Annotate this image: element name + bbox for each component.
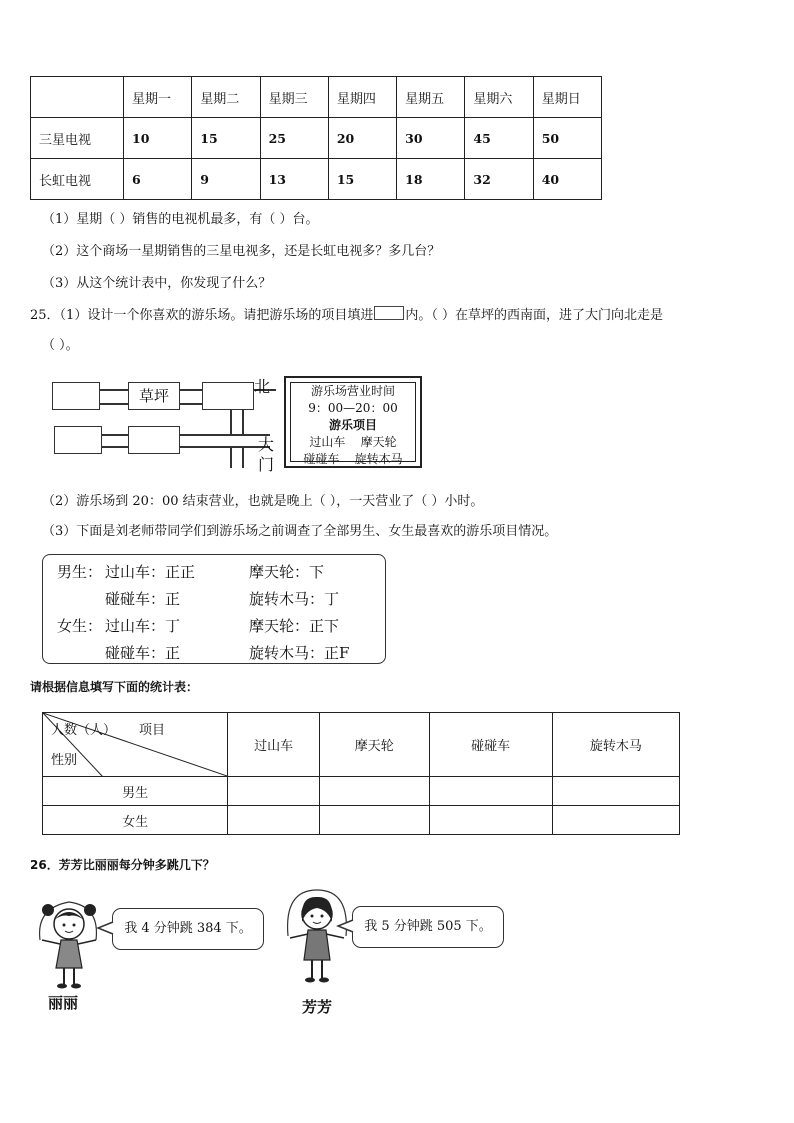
table-row — [31, 159, 602, 200]
tv-sales-table — [30, 76, 602, 200]
path-line — [242, 408, 244, 434]
table-cell: 18 — [397, 159, 465, 200]
q25-line1 — [30, 304, 663, 323]
answer-cell[interactable] — [429, 777, 552, 806]
lawn-box — [128, 382, 180, 410]
q25-line1-a: 25．（1）设计一个你喜欢的游乐场。请把游乐场的项目填进 — [30, 308, 374, 323]
q25-line1-b: 内。（ ）在草坪的西南面，进了大门向北走是 — [405, 308, 663, 323]
bubble-tail-icon — [96, 920, 114, 936]
park-notice-board — [284, 376, 422, 468]
table-header: 星期五 — [397, 77, 465, 118]
answer-cell[interactable] — [552, 777, 679, 806]
tally-entry: 摩天轮：正下 — [249, 617, 340, 635]
table-cell: 50 — [533, 118, 601, 159]
table-row — [31, 118, 602, 159]
table-cell: 40 — [533, 159, 601, 200]
path-line — [100, 403, 128, 405]
lawn-label: 草坪 — [138, 387, 169, 405]
girl-lili-icon — [34, 896, 104, 992]
tally-entry: 过山车：丁 — [105, 617, 181, 635]
q24-sub2: （2）这个商场一星期销售的三星电视多，还是长虹电视多？多几台？ — [42, 244, 441, 259]
empty-attraction-box — [128, 426, 180, 454]
path-line — [180, 389, 202, 391]
table-header: 星期二 — [192, 77, 260, 118]
table-header: 星期日 — [533, 77, 601, 118]
notice-row: 碰碰车 旋转木马 — [303, 452, 403, 466]
corner-bottom-label: 性别 — [51, 753, 78, 768]
tally-entry: 旋转木马：丁 — [249, 590, 340, 608]
q25-line2: （ ）。 — [42, 338, 79, 353]
q25-sub3: （3）下面是刘老师带同学们到游乐场之前调查了全部男生、女生最喜欢的游乐项目情况。 — [42, 524, 558, 539]
table-header: 星期一 — [124, 77, 192, 118]
answer-cell[interactable] — [552, 806, 679, 835]
q24-sub3: （3）从这个统计表中，你发现了什么？ — [42, 276, 272, 291]
path-line — [230, 446, 232, 468]
answer-cell[interactable] — [320, 806, 429, 835]
park-map — [52, 376, 282, 472]
q25-sub2: （2）游乐场到 20：00 结束营业，也就是晚上（ ），一天营业了（ ）小时。 — [42, 494, 484, 509]
empty-attraction-box — [52, 382, 100, 410]
answer-cell[interactable] — [228, 806, 320, 835]
table-row — [43, 777, 680, 806]
corner-top-label: 人数（人） — [51, 723, 117, 738]
path-line — [100, 434, 128, 436]
table-cell: 25 — [260, 118, 328, 159]
table-cell — [31, 77, 124, 118]
notice-hours: 9：00—20：00 — [308, 401, 398, 415]
table-cell: 30 — [397, 118, 465, 159]
empty-attraction-box — [202, 382, 254, 410]
column-header: 旋转木马 — [552, 713, 679, 777]
row-label: 三星电视 — [31, 118, 124, 159]
corner-right-label: 项目 — [139, 723, 166, 738]
notice-row: 过山车 摩天轮 — [309, 435, 397, 449]
stat-table — [42, 712, 680, 835]
table-row — [43, 806, 680, 835]
column-header: 摩天轮 — [320, 713, 429, 777]
fangfang-speech: 我 5 分钟跳 505 下。 — [364, 919, 492, 934]
notice-items-title: 游乐项目 — [328, 418, 377, 432]
path-line — [100, 389, 128, 391]
table-header: 星期三 — [260, 77, 328, 118]
path-line — [230, 408, 232, 434]
table-row — [31, 77, 602, 118]
lili-name: 丽丽 — [48, 994, 79, 1012]
table-row — [43, 713, 680, 777]
tally-entry: 碰碰车：正 — [105, 590, 181, 608]
girl-fangfang-icon — [280, 888, 354, 988]
table-cell: 15 — [328, 159, 396, 200]
table-cell: 32 — [465, 159, 533, 200]
girls-label: 女生： — [57, 617, 103, 635]
notice-title: 游乐场营业时间 — [310, 384, 395, 398]
table-cell: 10 — [124, 118, 192, 159]
fangfang-name: 芳芳 — [302, 998, 333, 1016]
gate-label-2: 门 — [258, 455, 275, 474]
table-cell: 13 — [260, 159, 328, 200]
boys-label: 男生： — [57, 563, 103, 581]
north-label: 北 — [254, 377, 271, 396]
gate-label-1: 大 — [258, 435, 275, 454]
table-cell: 20 — [328, 118, 396, 159]
q24-sub1: （1）星期（ ）销售的电视机最多，有（ ）台。 — [42, 212, 319, 227]
corner-cell — [43, 713, 228, 777]
row-label: 长虹电视 — [31, 159, 124, 200]
table-cell: 15 — [192, 118, 260, 159]
tally-entry: 过山车：正正 — [105, 563, 196, 581]
table-cell: 6 — [124, 159, 192, 200]
q26-title: 26．芳芳比丽丽每分钟多跳几下？ — [30, 858, 215, 872]
row-label: 女生 — [43, 806, 228, 835]
table-header: 星期六 — [465, 77, 533, 118]
fangfang-speech-bubble — [352, 906, 504, 948]
column-header: 碰碰车 — [429, 713, 552, 777]
path-line — [180, 403, 202, 405]
table-cell: 9 — [192, 159, 260, 200]
answer-cell[interactable] — [228, 777, 320, 806]
path-line — [100, 446, 128, 448]
lili-speech: 我 4 分钟跳 384 下。 — [124, 921, 252, 936]
lili-speech-bubble — [112, 908, 264, 950]
bubble-tail-icon — [336, 918, 354, 934]
column-header: 过山车 — [228, 713, 320, 777]
table-header: 星期四 — [328, 77, 396, 118]
path-line — [242, 446, 244, 468]
tally-box — [42, 554, 386, 664]
answer-box — [374, 306, 404, 320]
empty-attraction-box — [54, 426, 102, 454]
table-cell: 45 — [465, 118, 533, 159]
answer-cell[interactable] — [320, 777, 429, 806]
tally-entry: 摩天轮：下 — [249, 563, 325, 581]
fill-prompt: 请根据信息填写下面的统计表： — [30, 680, 199, 694]
row-label: 男生 — [43, 777, 228, 806]
tally-entry: 旋转木马：正F — [249, 644, 350, 662]
tally-entry: 碰碰车：正 — [105, 644, 181, 662]
answer-cell[interactable] — [429, 806, 552, 835]
